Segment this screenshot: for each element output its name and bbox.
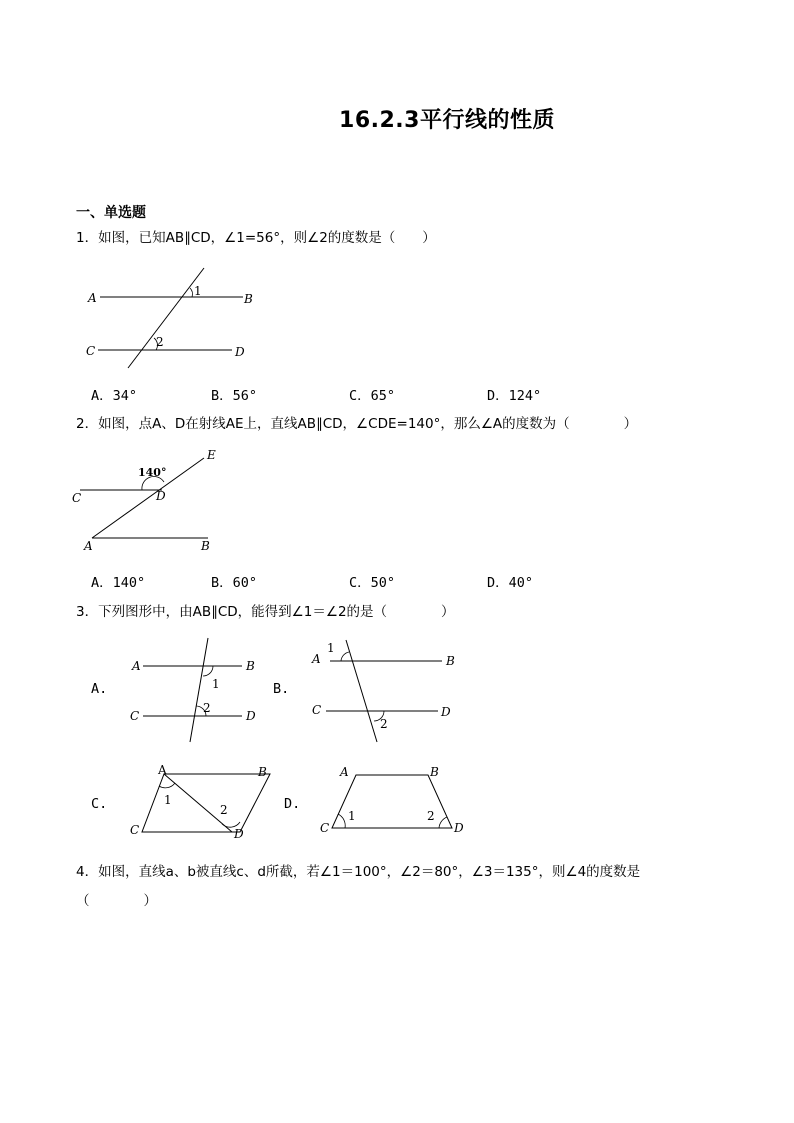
label-d: D [234, 827, 244, 841]
question-3-figure-d [316, 762, 476, 844]
label-e: E [207, 448, 216, 462]
q1-option-d: D．124° [487, 388, 542, 404]
section-heading: 一、单选题 [76, 205, 146, 221]
angle-2-arc [439, 817, 447, 828]
label-d: D [235, 345, 245, 359]
label-angle-1: 1 [194, 284, 202, 298]
label-b: B [446, 654, 455, 668]
label-d: D [454, 821, 464, 835]
q3-option-a-label: A. [91, 681, 108, 697]
label-d: D [156, 489, 166, 503]
q3-option-c-label: C. [91, 796, 108, 812]
label-a: A [88, 291, 97, 305]
label-c: C [312, 703, 322, 717]
question-3-figure-b [306, 636, 466, 746]
label-b: B [246, 659, 255, 673]
q2-option-d: D．40° [487, 575, 534, 591]
question-1-text: 1．如图，已知AB∥CD，∠1=56°，则∠2的度数是（ ） [76, 230, 436, 246]
angle-1-arc [341, 652, 349, 661]
page-title: 16.2.3平行线的性质 [339, 108, 555, 133]
q2-option-b: B．60° [211, 575, 258, 591]
q1-option-a: A．34° [91, 388, 138, 404]
angle-1-arc [338, 814, 345, 828]
q1-option-c: C．65° [349, 388, 396, 404]
label-c: C [86, 344, 96, 358]
label-angle-2: 2 [203, 701, 211, 715]
question-3-figure-c [126, 762, 276, 844]
label-d: D [441, 705, 451, 719]
transversal [128, 268, 204, 368]
angle-1-arc [190, 288, 192, 297]
question-2-figure [70, 446, 230, 556]
label-c: C [130, 709, 140, 723]
label-a: A [132, 659, 141, 673]
label-angle-2: 2 [156, 335, 164, 349]
q2-option-c: C．50° [349, 575, 396, 591]
label-angle-140: 140° [138, 466, 167, 479]
question-2-text: 2．如图，点A、D在射线AE上，直线AB∥CD，∠CDE=140°，那么∠A的度数为（ ） [76, 416, 638, 432]
label-angle-2: 2 [220, 803, 228, 817]
label-d: D [246, 709, 256, 723]
label-angle-1: 1 [327, 641, 335, 655]
label-b: B [201, 539, 210, 553]
question-1-figure [80, 262, 260, 377]
label-angle-2: 2 [380, 717, 388, 731]
label-a: A [158, 763, 167, 777]
question-3-text: 3．下列图形中，由AB∥CD，能得到∠1＝∠2的是（ ） [76, 604, 455, 620]
label-a: A [84, 539, 93, 553]
label-a: A [340, 765, 349, 779]
label-angle-1: 1 [164, 793, 172, 807]
label-angle-1: 1 [212, 677, 220, 691]
label-c: C [72, 491, 82, 505]
label-a: A [312, 652, 321, 666]
label-angle-1: 1 [348, 809, 356, 823]
label-angle-2: 2 [427, 809, 435, 823]
angle-1-arc [203, 666, 213, 676]
transversal [190, 638, 208, 742]
parallelogram [142, 774, 270, 832]
label-c: C [130, 823, 140, 837]
question-4-text: 4．如图，直线a、b被直线c、d所截，若∠1＝100°，∠2＝80°，∠3＝135°，则∠4的度数是 [76, 864, 641, 880]
angle-1-arc [159, 783, 175, 788]
transversal [346, 640, 377, 742]
q3-option-b-label: B. [273, 681, 290, 697]
q2-option-a: A．140° [91, 575, 146, 591]
q3-option-d-label: D. [284, 796, 301, 812]
label-b: B [430, 765, 439, 779]
q1-option-b: B．56° [211, 388, 258, 404]
question-4-text-continued: （ ） [76, 893, 157, 909]
label-b: B [244, 292, 253, 306]
label-c: C [320, 821, 330, 835]
question-3-figure-a [128, 636, 268, 746]
label-b: B [258, 765, 267, 779]
